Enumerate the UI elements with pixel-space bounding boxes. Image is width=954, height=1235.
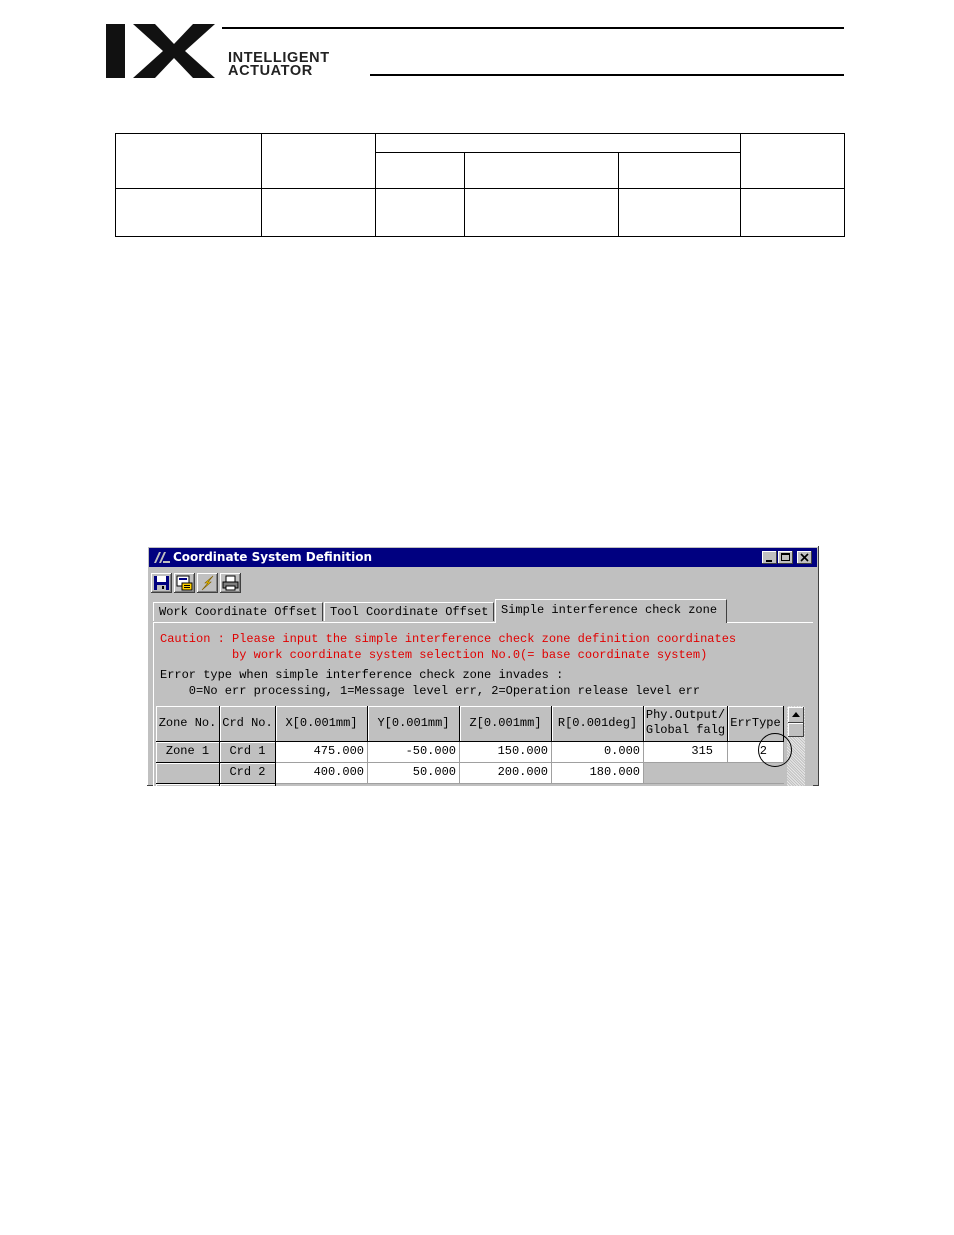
print-button[interactable] [220, 573, 241, 593]
table-cell [376, 189, 465, 237]
minimize-button[interactable] [762, 551, 777, 564]
table-cell [465, 189, 619, 237]
row-header-crd-1[interactable]: Crd 1 [220, 742, 276, 763]
brand-line-1: INTELLIGENT [228, 50, 330, 66]
header-errtype: ErrType [728, 706, 784, 742]
flash-write-button[interactable] [197, 573, 218, 593]
bulk-io-icon [176, 575, 193, 591]
cell-disabled [644, 763, 784, 784]
cell-zone1-crd1-z[interactable]: 150.000 [460, 742, 552, 763]
errtype-line-2: 0=No err processing, 1=Message level err, 2=Operation release level err [160, 684, 701, 698]
header-z: Z[0.001mm] [460, 706, 552, 742]
row-header-partial[interactable] [220, 784, 276, 786]
cell-zone1-phy-output[interactable]: 315 [644, 742, 728, 763]
table-cell [741, 189, 845, 237]
table-cell [262, 189, 376, 237]
window-title: Coordinate System Definition [173, 550, 373, 564]
arrow-up-icon [788, 707, 804, 723]
header-zone-no: Zone No. [156, 706, 220, 742]
cell-zone1-crd2-x[interactable]: 400.000 [276, 763, 368, 784]
table-cell [376, 134, 741, 153]
title-bar[interactable] [149, 548, 817, 567]
caution-line-1: Caution : Please input the simple interference check zone definition coordinates [160, 632, 737, 646]
cell-zone1-crd1-x[interactable]: 475.000 [276, 742, 368, 763]
header-rule-top [222, 27, 844, 29]
tab-simple-interference-check-zone[interactable]: Simple interference check zone [495, 599, 727, 623]
errtype-line-1: Error type when simple interference check zone invades : [160, 668, 564, 682]
row-header-partial[interactable] [156, 784, 220, 786]
scroll-up-button[interactable] [788, 707, 804, 723]
ix-logo-icon [106, 24, 218, 78]
table-cell [116, 134, 262, 189]
table-cell [376, 153, 465, 189]
table-cell [741, 134, 845, 189]
cell-zone1-crd2-y[interactable]: 50.000 [368, 763, 460, 784]
header-x: X[0.001mm] [276, 706, 368, 742]
close-icon [797, 551, 812, 564]
bulk-io-button[interactable] [174, 573, 195, 593]
errtype-highlight-circle [758, 733, 792, 767]
header-phy-output-line-1: Phy.Output/ [645, 708, 726, 722]
maximize-icon [778, 551, 793, 564]
zone-grid [156, 706, 784, 786]
header-y: Y[0.001mm] [368, 706, 460, 742]
tab-tool-coordinate-offset[interactable]: Tool Coordinate Offset [324, 602, 494, 621]
header-phy-output-line-2: Global falg [645, 723, 726, 737]
table-cell [116, 189, 262, 237]
toolbar [149, 571, 809, 595]
cell-zone1-crd1-y[interactable]: -50.000 [368, 742, 460, 763]
cell-zone1-errtype[interactable]: 2 [728, 742, 784, 763]
table-cell [619, 189, 741, 237]
cell-zone1-crd2-r[interactable]: 180.000 [552, 763, 644, 784]
flash-write-icon [199, 575, 216, 591]
cell-zone1-crd2-z[interactable]: 200.000 [460, 763, 552, 784]
tab-work-coordinate-offset[interactable]: Work Coordinate Offset [153, 602, 323, 621]
header-rule-bottom [370, 74, 844, 76]
header-crd-no: Crd No. [220, 706, 276, 742]
row-header-zone-empty[interactable] [156, 763, 220, 784]
save-button[interactable] [151, 573, 172, 593]
save-icon [153, 575, 170, 591]
brand-line-2: ACTUATOR [228, 63, 313, 79]
table-cell [619, 153, 741, 189]
minimize-icon [762, 551, 777, 564]
close-button[interactable] [797, 551, 812, 564]
row-header-zone-1[interactable]: Zone 1 [156, 742, 220, 763]
brand-name [228, 52, 330, 78]
row-header-crd-2[interactable]: Crd 2 [220, 763, 276, 784]
header-r: R[0.001deg] [552, 706, 644, 742]
coordinate-system-window [147, 546, 819, 786]
print-icon [222, 575, 239, 591]
scroll-thumb[interactable] [788, 723, 804, 737]
table-cell [465, 153, 619, 189]
document-table [115, 133, 845, 237]
maximize-button[interactable] [778, 551, 793, 564]
header-phy-output [644, 706, 728, 742]
tab-strip [153, 599, 813, 623]
cell-zone1-crd1-r[interactable]: 0.000 [552, 742, 644, 763]
caution-line-2: by work coordinate system selection No.0(= base coordinate system) [160, 648, 708, 662]
table-cell [262, 134, 376, 189]
app-logo-icon [153, 551, 171, 564]
